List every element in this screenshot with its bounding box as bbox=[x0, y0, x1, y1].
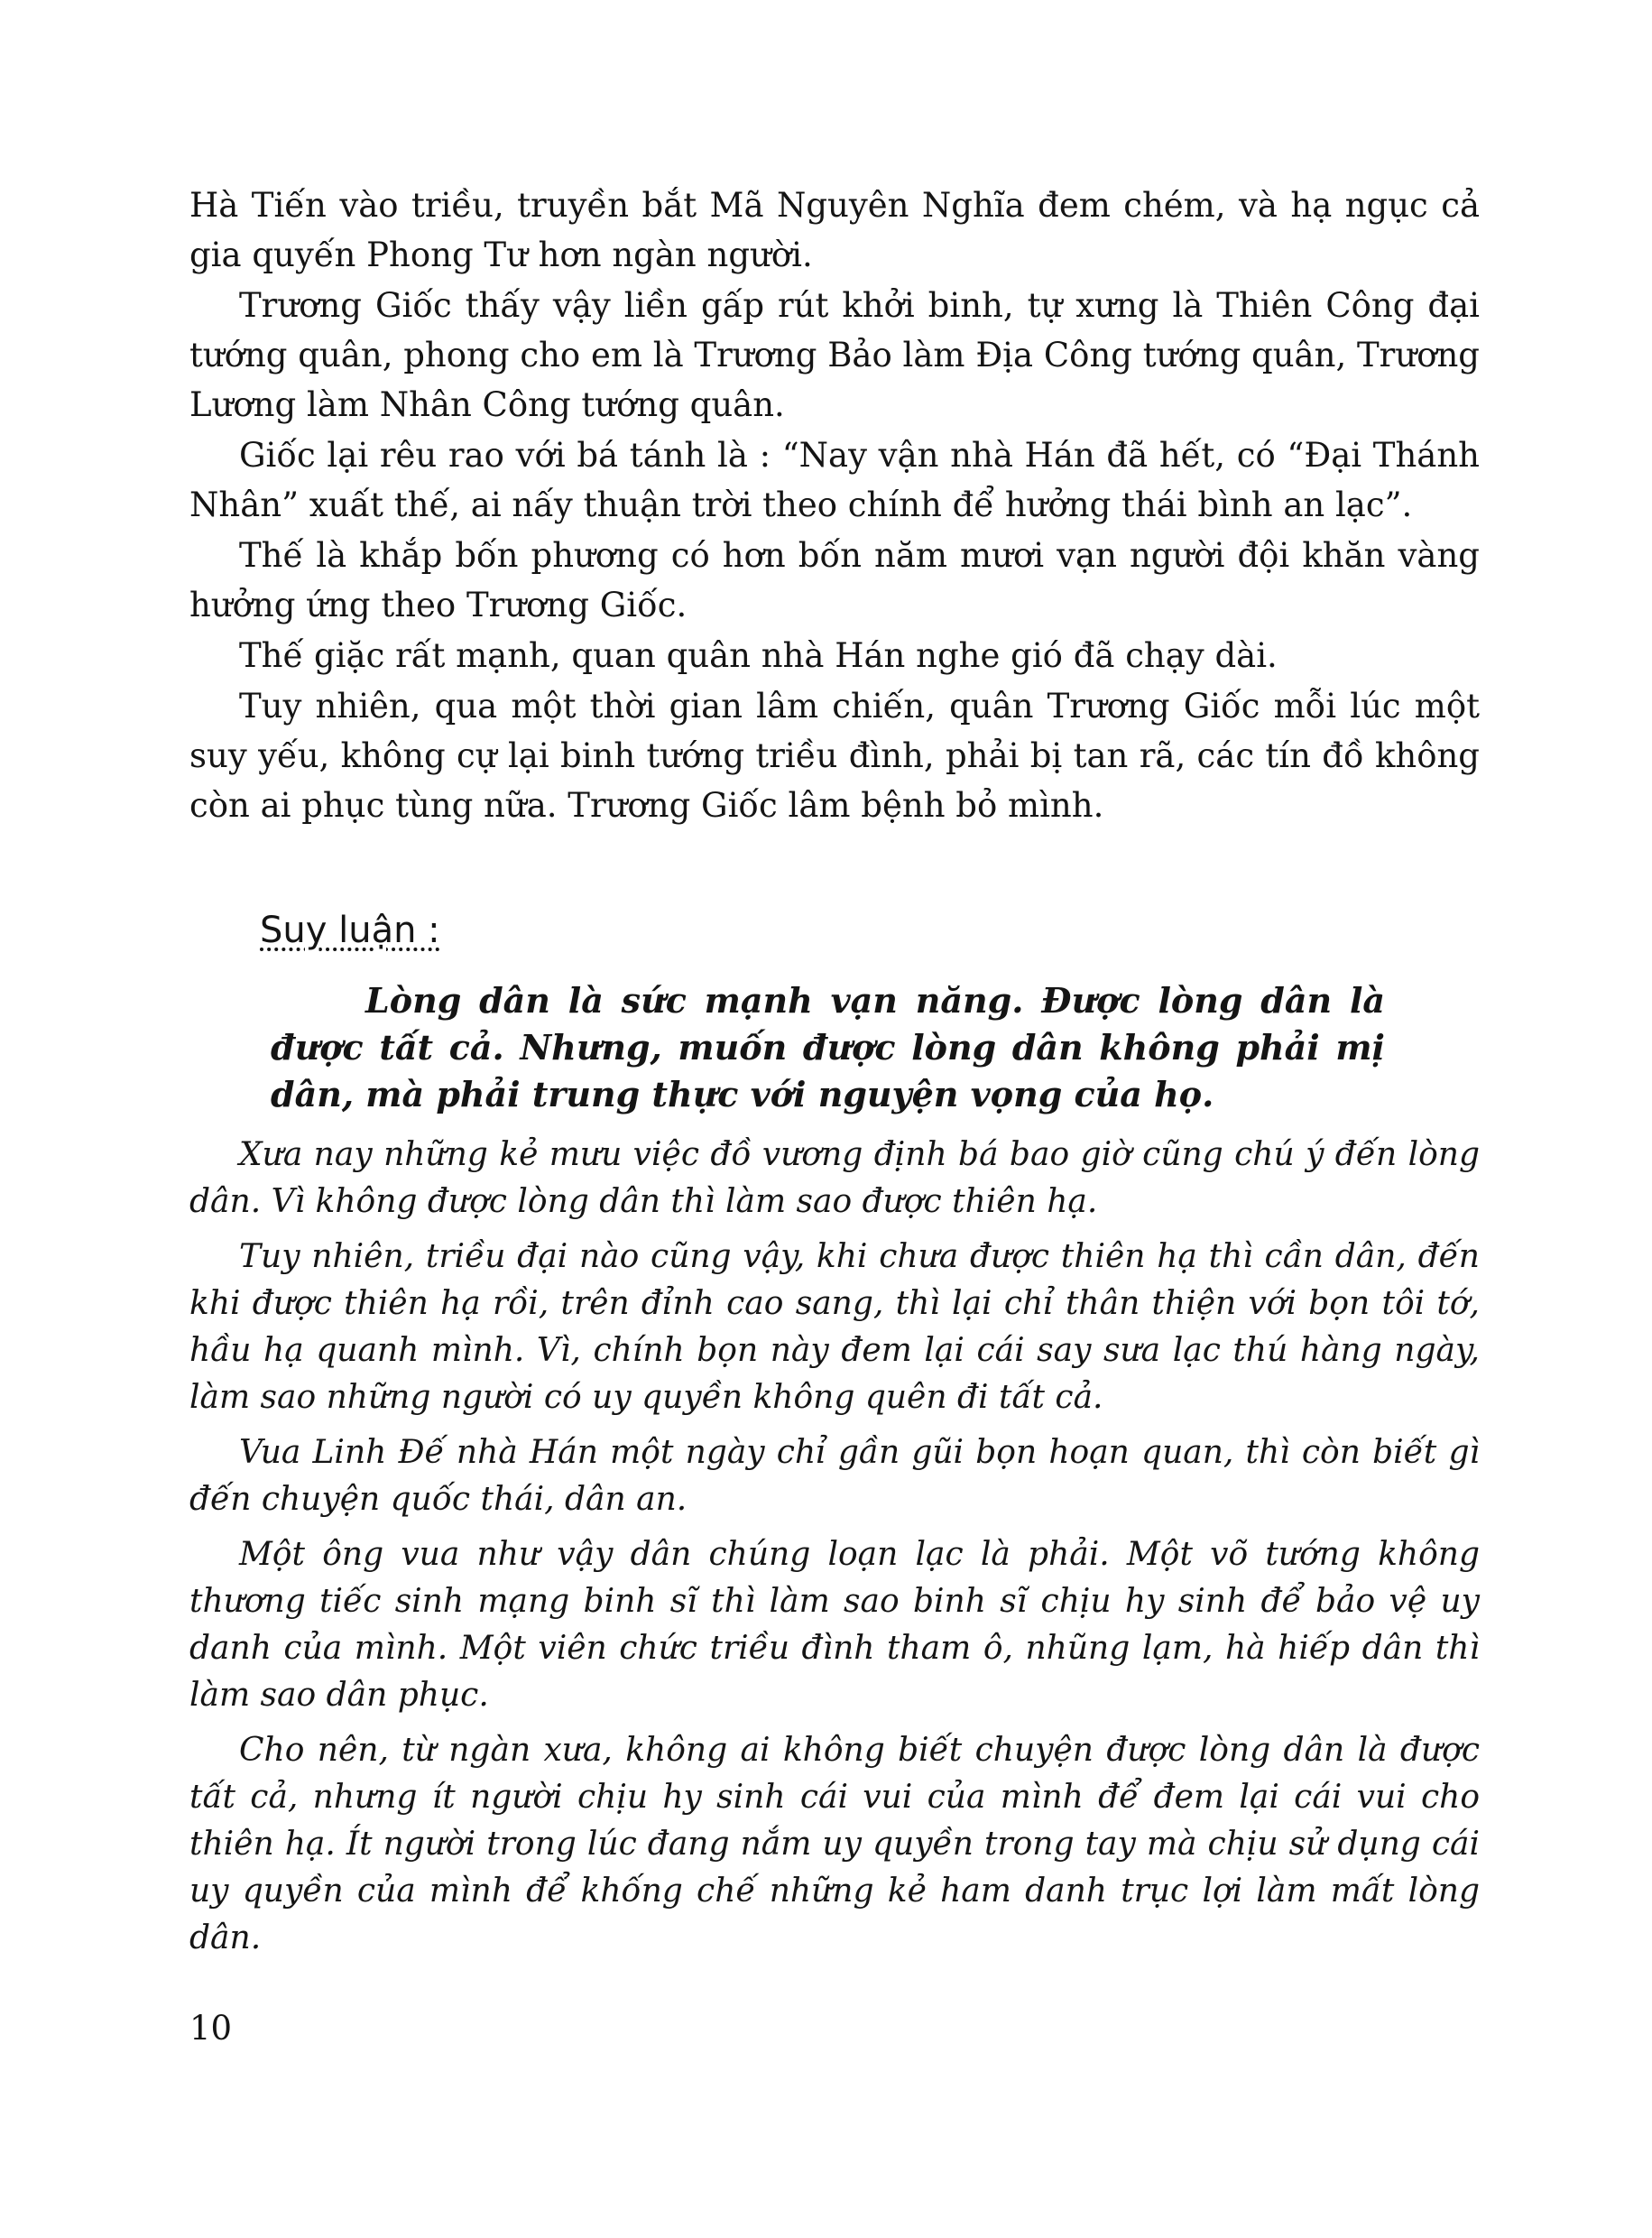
story-paragraph: Giốc lại rêu rao với bá tánh là : “Nay vận nhà Hán đã hết, có “Đại Thánh Nhân” xuất thế, ai nấy thuận trời theo chính để hưởng thái bình an lạc”. bbox=[189, 436, 1480, 524]
section-heading: Suy luận : bbox=[260, 910, 440, 951]
analysis-paragraph: Cho nên, từ ngàn xưa, không ai không biết chuyện được lòng dân là được tất cả, nhưng ít người chịu hy sinh cái vui của mình để đem lại cái vui cho thiên hạ. Ít người trong lúc đang nắm uy quyền trong tay mà chịu sử dụng cái uy quyền của mình để khống chế những kẻ ham danh trục lợi làm mất lòng dân. bbox=[189, 1732, 1480, 1956]
story-paragraph: Thế là khắp bốn phương có hơn bốn năm mươi vạn người đội khăn vàng hưởng ứng theo Trương Giốc. bbox=[189, 536, 1480, 624]
maxim-text: Lòng dân là sức mạnh vạn năng. Được lòng dân là được tất cả. Nhưng, muốn được lòng dân không phải mị dân, mà phải trung thực với nguyện vọng của họ. bbox=[271, 980, 1385, 1114]
story-text bbox=[189, 180, 1480, 831]
story-paragraph: Thế giặc rất mạnh, quan quân nhà Hán nghe gió đã chạy dài. bbox=[239, 636, 1278, 675]
story-paragraph: Hà Tiến vào triều, truyền bắt Mã Nguyên Nghĩa đem chém, và hạ ngục cả gia quyến Phong Tư hơn ngàn người. bbox=[189, 186, 1480, 274]
page-number: 10 bbox=[189, 2009, 233, 2048]
analysis-paragraph: Tuy nhiên, triều đại nào cũng vậy, khi chưa được thiên hạ thì cần dân, đến khi được thiên hạ rồi, trên đỉnh cao sang, thì lại chỉ thân thiện với bọn tôi tớ, hầu hạ quanh mình. Vì, chính bọn này đem lại cái say sưa lạc thú hàng ngày, làm sao những người có uy quyền không quên đi tất cả. bbox=[189, 1238, 1480, 1416]
story-paragraph: Trương Giốc thấy vậy liền gấp rút khởi binh, tự xưng là Thiên Công đại tướng quân, phong cho em là Trương Bảo làm Địa Công tướng quân, Trương Lương làm Nhân Công tướng quân. bbox=[189, 286, 1480, 424]
story-paragraph: Tuy nhiên, qua một thời gian lâm chiến, quân Trương Giốc mỗi lúc một suy yếu, không cự lại binh tướng triều đình, phải bị tan rã, các tín đồ không còn ai phục tùng nữa. Trương Giốc lâm bệnh bỏ mình. bbox=[189, 687, 1480, 825]
analysis-text bbox=[189, 1132, 1480, 1970]
analysis-paragraph: Vua Linh Đế nhà Hán một ngày chỉ gần gũi bọn hoạn quan, thì còn biết gì đến chuyện quốc thái, dân an. bbox=[189, 1434, 1480, 1518]
analysis-paragraph: Một ông vua như vậy dân chúng loạn lạc là phải. Một võ tướng không thương tiếc sinh mạng binh sĩ thì làm sao binh sĩ chịu hy sinh để bảo vệ uy danh của mình. Một viên chức triều đình tham ô, nhũng lạm, hà hiếp dân thì làm sao dân phục. bbox=[189, 1536, 1480, 1714]
analysis-paragraph: Xưa nay những kẻ mưu việc đồ vương định bá bao giờ cũng chú ý đến lòng dân. Vì không được lòng dân thì làm sao được thiên hạ. bbox=[189, 1136, 1480, 1220]
